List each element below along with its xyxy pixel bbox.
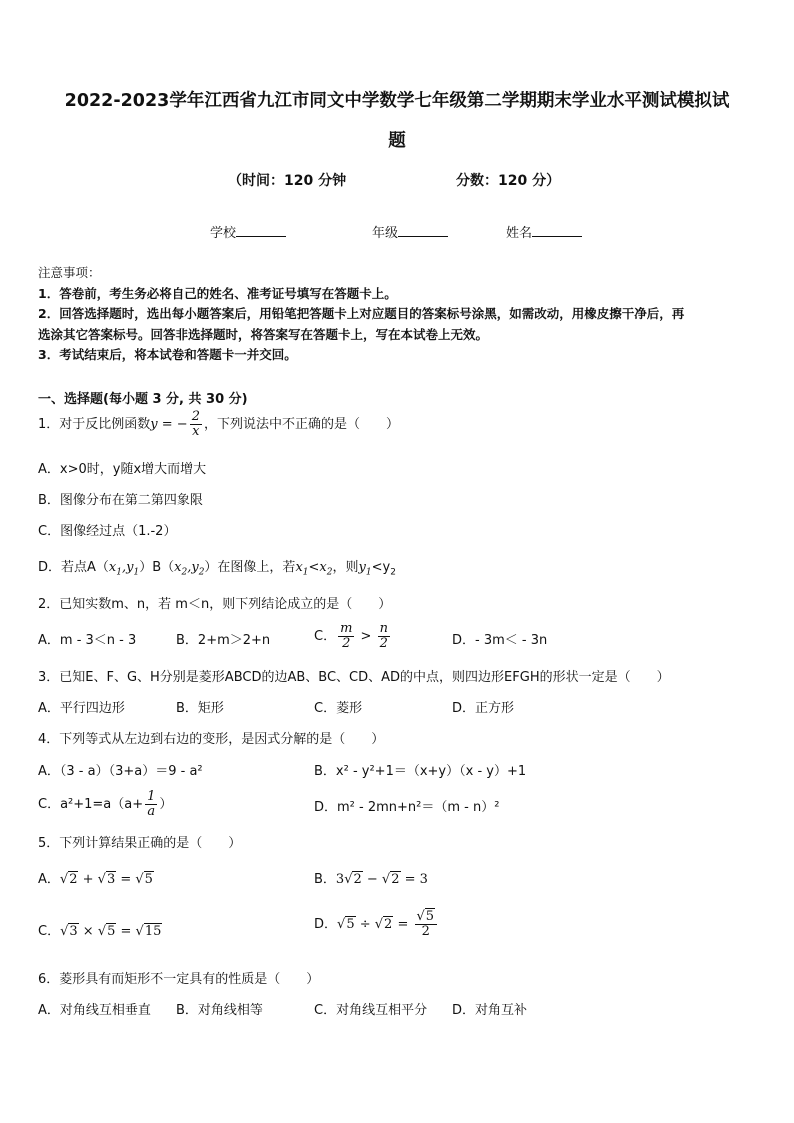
q1-fraction-num: 2: [191, 409, 200, 424]
q5-d-label: D．: [314, 917, 338, 932]
exam-title-line1: 2022-2023学年江西省九江市同文中学数学七年级第二学期期末学业水平测试模拟试: [64, 91, 730, 111]
q1-d-text3: ）在图像上，若: [204, 560, 296, 575]
q1-d-text: D．若点A（: [38, 560, 109, 575]
name-field[interactable]: [506, 222, 582, 241]
q3-option-d[interactable]: D．正方形: [452, 701, 515, 716]
school-blank[interactable]: [236, 224, 286, 237]
q4-c-label: C．a²+1=a（a+: [38, 797, 144, 812]
q3-option-c[interactable]: C．菱形: [314, 701, 363, 716]
q1-fraction-den: x: [192, 424, 200, 439]
q1-fraction: [190, 410, 202, 439]
q4-option-d[interactable]: D．m² - 2mn+n²＝（m - n）²: [314, 800, 500, 815]
q1-stem-text-end: ，下列说法中不正确的是（ ）: [203, 417, 399, 432]
grade-blank[interactable]: [398, 224, 448, 237]
q6-option-c[interactable]: C．对角线互相平分: [314, 1003, 428, 1018]
q5-option-b[interactable]: B．3√2 − √2 = 3: [314, 872, 428, 887]
q4-option-c[interactable]: [38, 790, 172, 819]
q2-c-label: C．: [314, 629, 337, 644]
q1-d-text4: ，则: [332, 560, 359, 575]
q3-stem: 3．已知E、F、G、H分别是菱形ABCD的边AB、BC、CD、AD的中点，则四边形EFGH的形状一定是（ ）: [38, 670, 670, 685]
exam-title-line2: 题: [388, 131, 406, 151]
q6-option-a[interactable]: A．对角线互相垂直: [38, 1003, 151, 1018]
q5-a-label: A．: [38, 872, 60, 887]
q4-option-b[interactable]: B．x² - y²+1＝（x+y）（x - y）+1: [314, 764, 527, 779]
q2-c-num-n: n: [379, 621, 388, 636]
q2-option-d[interactable]: D．- 3m＜ - 3n: [452, 633, 548, 648]
q2-option-b[interactable]: B．2+m＞2+n: [176, 633, 271, 648]
q4-stem: 4．下列等式从左边到右边的变形，是因式分解的是（ ）: [38, 732, 385, 747]
q2-c-den: 2: [342, 636, 351, 651]
q5-b-label: B．: [314, 872, 336, 887]
q2-c-den2: 2: [379, 636, 388, 651]
notes-section: [38, 263, 762, 366]
q5-option-d[interactable]: D．√5 ÷ √2 = $\frac{√5}{2}$: [314, 910, 439, 939]
q4-c-num: 1: [147, 789, 156, 804]
exam-score: 分数：120 分）: [456, 173, 561, 189]
section-title: 一、选择题(每小题 3 分, 共 30 分): [38, 392, 248, 407]
q4-c-den: a: [147, 804, 156, 819]
q2-c-num-m: m: [340, 621, 353, 636]
q1-stem: [38, 410, 399, 439]
grade-label: 年级: [372, 226, 399, 241]
note-item: 2．回答选择题时，选出每小题答案后，用铅笔把答题卡上对应题目的答案标号涂黑，如需改动，用橡皮擦干净后，再: [38, 306, 685, 322]
q5-option-a[interactable]: A．√2 + √3 = √5: [38, 872, 153, 887]
q1-option-a[interactable]: A．x>0时，y随x增大而增大: [38, 462, 207, 477]
note-item: 3．考试结束后，将本试卷和答题卡一并交回。: [38, 347, 297, 363]
notes-heading: 注意事项：: [38, 265, 101, 280]
note-item: 1．答卷前，考生务必将自己的姓名、准考证号填写在答题卡上。: [38, 285, 397, 301]
name-label: 姓名: [506, 226, 533, 241]
q6-option-d[interactable]: D．对角互补: [452, 1003, 528, 1018]
q2-option-a[interactable]: A．m - 3＜n - 3: [38, 633, 137, 648]
q1-option-d[interactable]: D．若点$A(x_1,y_1)B(x_2,y_2)$在图像上，若$x_1<x_2$，则$y_1<y_2$: [38, 560, 396, 578]
q2-option-c[interactable]: C． $\frac{m}{2}$ > $\frac{n}{2}$: [314, 621, 388, 651]
grade-field[interactable]: [372, 222, 448, 241]
q5-option-c[interactable]: C．√3 × √5 = √15: [38, 924, 162, 939]
q1-d-text5: <y: [371, 560, 391, 575]
school-field[interactable]: [210, 222, 286, 241]
q3-option-b[interactable]: B．矩形: [176, 701, 224, 716]
note-item: 选涂其它答案标号。回答非选择题时，将答案写在答题卡上，写在本试卷上无效。: [38, 326, 489, 342]
q3-option-a[interactable]: A．平行四边形: [38, 701, 125, 716]
q1-stem-text: 1．对于反比例函数: [38, 417, 151, 432]
q4-option-a[interactable]: A．（3 - a）（3+a）＝9 - a²: [38, 764, 203, 779]
q1-d-text2: ）B（: [139, 560, 175, 575]
name-blank[interactable]: [532, 224, 582, 237]
q4-c-end: ）: [159, 797, 173, 812]
q1-option-c[interactable]: C．图像经过点（1.-2）: [38, 524, 177, 539]
q1-option-b[interactable]: B．图像分布在第二第四象限: [38, 493, 203, 508]
q5-stem: 5．下列计算结果正确的是（ ）: [38, 836, 242, 851]
q5-c-label: C．: [38, 924, 61, 939]
q2-stem: 2．已知实数m、n，若 m＜n，则下列结论成立的是（ ）: [38, 597, 392, 612]
school-label: 学校: [210, 226, 237, 241]
q1-function-lhs: y = −: [150, 417, 188, 432]
q6-stem: 6．菱形具有而矩形不一定具有的性质是（ ）: [38, 972, 320, 987]
q6-option-b[interactable]: B．对角线相等: [176, 1003, 263, 1018]
exam-time: （时间：120 分钟: [228, 173, 347, 189]
